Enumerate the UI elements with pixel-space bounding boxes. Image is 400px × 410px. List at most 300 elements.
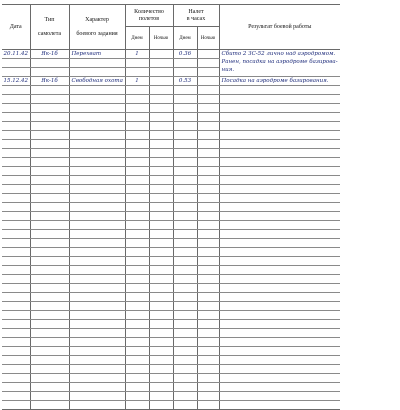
cell-blank: [125, 329, 149, 338]
cell-blank: [173, 149, 197, 158]
cell-blank: [30, 176, 69, 185]
header-time-day: Днем: [173, 27, 197, 50]
cell-blank: [197, 185, 219, 194]
cell-blank: [125, 104, 149, 113]
cell-blank: [125, 176, 149, 185]
cell-blank: [219, 113, 340, 122]
cell-blank: [69, 194, 125, 203]
cell-blank: [197, 212, 219, 221]
cell-blank: [149, 113, 173, 122]
cell-blank: [219, 176, 340, 185]
cell-blank: [173, 257, 197, 266]
cell-blank: [173, 383, 197, 392]
cell-blank: [69, 257, 125, 266]
cell-blank: [125, 392, 149, 401]
header-flight-time-line1: Налет: [188, 8, 204, 15]
cell-blank: [125, 320, 149, 329]
cell-blank: [219, 257, 340, 266]
cell-blank: [30, 122, 69, 131]
cell-blank: [2, 104, 30, 113]
cell-blank: [2, 203, 30, 212]
table-row-blank: [2, 275, 340, 284]
table-row-blank: [2, 257, 340, 266]
cell-blank: [69, 122, 125, 131]
cell-blank: [69, 230, 125, 239]
cell-blank: [125, 383, 149, 392]
cell-blank: [69, 284, 125, 293]
cell-blank: [125, 167, 149, 176]
cell-blank: [2, 293, 30, 302]
cell-blank: [149, 392, 173, 401]
cell-blank: [69, 131, 125, 140]
cell-blank: [173, 293, 197, 302]
cell-blank: [69, 329, 125, 338]
table-row-blank: [2, 392, 340, 401]
cell-blank: [149, 329, 173, 338]
cell-blank: [30, 365, 69, 374]
cell-blank: [125, 365, 149, 374]
cell-blank: [197, 113, 219, 122]
cell-blank: [197, 257, 219, 266]
cell-blank: [2, 284, 30, 293]
cell-blank: [30, 239, 69, 248]
cell-blank: [173, 212, 197, 221]
cell-blank: [173, 347, 197, 356]
table-row-blank: [2, 140, 340, 149]
cell-blank: [125, 257, 149, 266]
cell-blank: [219, 230, 340, 239]
cell-blank: [69, 383, 125, 392]
cell-blank: [30, 284, 69, 293]
cell-blank: [219, 266, 340, 275]
header-sorties-count-line1: Количество: [134, 8, 164, 15]
cell-blank: [125, 302, 149, 311]
cell-blank: [219, 86, 340, 95]
cell-blank: [69, 302, 125, 311]
cell-aircraft-type: Як-1б: [30, 77, 69, 86]
table-row-blank: [2, 185, 340, 194]
cell-blank: [219, 356, 340, 365]
cell-blank: [69, 167, 125, 176]
cell-blank: [149, 320, 173, 329]
cell-blank: [173, 329, 197, 338]
cell-blank: [30, 329, 69, 338]
cell-blank: [125, 239, 149, 248]
cell-blank: [2, 275, 30, 284]
cell-blank: [173, 104, 197, 113]
header-flight-time: [173, 5, 219, 27]
cell-blank: [30, 59, 69, 68]
table-body: [2, 50, 340, 410]
cell-date: 15.12.42: [3, 78, 28, 84]
cell-blank: [219, 239, 340, 248]
cell-blank: [149, 104, 173, 113]
cell-blank: [173, 203, 197, 212]
cell-blank: [219, 311, 340, 320]
cell-blank: [173, 140, 197, 149]
cell-blank: [219, 140, 340, 149]
cell-blank: [197, 383, 219, 392]
cell-blank: [30, 140, 69, 149]
cell-blank: [173, 320, 197, 329]
cell-blank: [125, 338, 149, 347]
cell-blank: [30, 248, 69, 257]
cell-blank: [2, 68, 30, 77]
cell-blank: [69, 392, 125, 401]
combat-log-table: [2, 4, 340, 410]
cell-blank: [149, 185, 173, 194]
table-row-blank: [2, 374, 340, 383]
header-aircraft-type-line1: Тип: [44, 16, 55, 23]
cell-blank: [173, 338, 197, 347]
cell-blank: [173, 302, 197, 311]
cell-blank: [2, 401, 30, 410]
header-mission-line2: боевого задания: [76, 30, 118, 37]
cell-blank: [125, 140, 149, 149]
cell-blank: [219, 158, 340, 167]
cell-blank: [149, 122, 173, 131]
cell-blank: [149, 374, 173, 383]
cell-blank: [197, 158, 219, 167]
cell-blank: [197, 266, 219, 275]
cell-result-line2: Ранен, посадка на аэродроме базирова-: [221, 59, 338, 65]
cell-result-line3: ния.: [221, 67, 235, 73]
cell-blank: [69, 275, 125, 284]
cell-blank: [2, 257, 30, 266]
cell-blank: [149, 158, 173, 167]
cell-blank: [125, 248, 149, 257]
cell-blank: [30, 86, 69, 95]
table-row-blank: [2, 176, 340, 185]
cell-time-day: 0.36: [173, 50, 197, 59]
cell-blank: [219, 338, 340, 347]
cell-blank: [125, 374, 149, 383]
cell-blank: [2, 365, 30, 374]
cell-blank: [125, 95, 149, 104]
header-time-night: Ночью: [197, 27, 219, 50]
cell-blank: [149, 275, 173, 284]
table-row-blank: [2, 329, 340, 338]
cell-sorties-night: [149, 50, 173, 59]
cell-blank: [219, 293, 340, 302]
cell-blank: [30, 212, 69, 221]
cell-blank: [2, 113, 30, 122]
cell-blank: [197, 284, 219, 293]
cell-blank: [69, 221, 125, 230]
cell-time-day: 0.53: [173, 77, 197, 86]
table-row-blank: [2, 167, 340, 176]
cell-blank: [2, 374, 30, 383]
cell-blank: [69, 365, 125, 374]
cell-blank: [173, 176, 197, 185]
cell-blank: [69, 293, 125, 302]
cell-blank: [2, 185, 30, 194]
cell-blank: [173, 266, 197, 275]
cell-mission: Свободная охота: [69, 77, 125, 86]
cell-blank: [69, 374, 125, 383]
cell-aircraft-type: Як-1б: [30, 50, 69, 59]
cell-blank: [2, 140, 30, 149]
cell-blank: [30, 185, 69, 194]
cell-mission: Перехват: [69, 50, 125, 59]
cell-blank: [173, 230, 197, 239]
table-row-blank: [2, 95, 340, 104]
cell-blank: [197, 392, 219, 401]
cell-blank: [219, 392, 340, 401]
cell-blank: [2, 86, 30, 95]
cell-blank: [149, 383, 173, 392]
cell-blank: [30, 113, 69, 122]
cell-blank: [69, 212, 125, 221]
cell-blank: [30, 203, 69, 212]
cell-blank: [30, 149, 69, 158]
cell-blank: [149, 59, 173, 68]
cell-blank: [2, 266, 30, 275]
cell-blank: [30, 257, 69, 266]
cell-blank: [149, 338, 173, 347]
cell-blank: [219, 347, 340, 356]
table-row-blank: [2, 230, 340, 239]
cell-blank: [173, 311, 197, 320]
cell-blank: [30, 302, 69, 311]
cell-blank: [69, 176, 125, 185]
cell-blank: [219, 383, 340, 392]
cell-blank: [219, 203, 340, 212]
cell-sorties-day: 1: [125, 77, 149, 86]
cell-blank: [197, 95, 219, 104]
cell-blank: [219, 365, 340, 374]
cell-blank: [197, 248, 219, 257]
cell-blank: [69, 158, 125, 167]
cell-blank: [2, 167, 30, 176]
cell-blank: [2, 176, 30, 185]
cell-blank: [219, 104, 340, 113]
cell-blank: [30, 194, 69, 203]
cell-blank: [219, 212, 340, 221]
cell-blank: [30, 320, 69, 329]
cell-blank: [30, 401, 69, 410]
cell-blank: [149, 95, 173, 104]
cell-result: [219, 50, 340, 77]
cell-blank: [69, 266, 125, 275]
cell-blank: [173, 392, 197, 401]
cell-blank: [197, 239, 219, 248]
cell-blank: [149, 149, 173, 158]
cell-blank: [173, 374, 197, 383]
cell-blank: [30, 266, 69, 275]
cell-blank: [173, 95, 197, 104]
cell-blank: [2, 194, 30, 203]
cell-blank: [197, 338, 219, 347]
cell-blank: [69, 59, 125, 68]
table-row-blank: [2, 194, 340, 203]
cell-blank: [30, 167, 69, 176]
table-row-entry-2: [2, 77, 340, 86]
cell-blank: [30, 383, 69, 392]
table-row-blank: [2, 293, 340, 302]
cell-blank: [197, 230, 219, 239]
table-row-blank: [2, 149, 340, 158]
cell-blank: [125, 284, 149, 293]
cell-blank: [30, 158, 69, 167]
cell-blank: [125, 149, 149, 158]
cell-sorties-day: 1: [125, 50, 149, 59]
cell-blank: [173, 122, 197, 131]
table-row-blank: [2, 320, 340, 329]
cell-blank: [2, 158, 30, 167]
cell-blank: [125, 203, 149, 212]
cell-blank: [69, 68, 125, 77]
table-row-blank: [2, 239, 340, 248]
cell-blank: [149, 302, 173, 311]
cell-blank: [69, 203, 125, 212]
cell-blank: [197, 221, 219, 230]
cell-blank: [69, 311, 125, 320]
cell-blank: [2, 248, 30, 257]
header-sorties-count-line2: полетов: [138, 15, 160, 22]
cell-blank: [125, 158, 149, 167]
cell-blank: [173, 68, 197, 77]
cell-blank: [2, 302, 30, 311]
cell-blank: [69, 239, 125, 248]
cell-blank: [30, 356, 69, 365]
cell-blank: [219, 302, 340, 311]
cell-blank: [2, 230, 30, 239]
cell-blank: [2, 392, 30, 401]
cell-blank: [197, 59, 219, 68]
cell-blank: [125, 293, 149, 302]
cell-blank: [219, 149, 340, 158]
header-aircraft-type: [30, 5, 69, 50]
cell-blank: [2, 122, 30, 131]
cell-blank: [173, 401, 197, 410]
table-header: [2, 5, 340, 50]
cell-blank: [125, 59, 149, 68]
cell-blank: [173, 221, 197, 230]
cell-blank: [149, 293, 173, 302]
cell-blank: [125, 113, 149, 122]
cell-blank: [173, 248, 197, 257]
cell-blank: [69, 347, 125, 356]
cell-blank: [197, 401, 219, 410]
cell-blank: [30, 374, 69, 383]
cell-blank: [197, 104, 219, 113]
cell-blank: [219, 320, 340, 329]
cell-blank: [173, 131, 197, 140]
cell-blank: [125, 275, 149, 284]
table-row-blank: [2, 221, 340, 230]
cell-blank: [149, 347, 173, 356]
cell-blank: [149, 131, 173, 140]
cell-blank: [197, 203, 219, 212]
table-row-blank: [2, 302, 340, 311]
cell-blank: [197, 347, 219, 356]
cell-blank: [2, 338, 30, 347]
cell-blank: [149, 212, 173, 221]
cell-blank: [219, 248, 340, 257]
header-aircraft-type-line2: самолета: [37, 30, 62, 37]
cell-blank: [219, 185, 340, 194]
cell-blank: [125, 185, 149, 194]
cell-blank: [69, 320, 125, 329]
cell-blank: [30, 221, 69, 230]
cell-blank: [2, 239, 30, 248]
table-row-blank: [2, 86, 340, 95]
cell-blank: [69, 248, 125, 257]
cell-blank: [219, 275, 340, 284]
table-row-blank: [2, 131, 340, 140]
cell-blank: [125, 356, 149, 365]
cell-blank: [30, 131, 69, 140]
cell-blank: [2, 131, 30, 140]
table-row-blank: [2, 158, 340, 167]
table-row-blank: [2, 104, 340, 113]
table-row-blank: [2, 365, 340, 374]
cell-blank: [197, 356, 219, 365]
cell-blank: [173, 185, 197, 194]
cell-blank: [2, 329, 30, 338]
table-row-blank: [2, 266, 340, 275]
cell-blank: [125, 311, 149, 320]
cell-blank: [173, 158, 197, 167]
cell-blank: [2, 311, 30, 320]
cell-blank: [2, 383, 30, 392]
table-row-blank: [2, 122, 340, 131]
cell-blank: [219, 194, 340, 203]
cell-blank: [197, 194, 219, 203]
cell-date: 20.11.42: [3, 51, 28, 57]
cell-blank: [69, 86, 125, 95]
cell-blank: [125, 347, 149, 356]
cell-result: Посадка на аэродроме базирования.: [219, 77, 340, 86]
cell-blank: [69, 104, 125, 113]
cell-blank: [125, 131, 149, 140]
cell-blank: [30, 338, 69, 347]
cell-blank: [30, 104, 69, 113]
cell-blank: [197, 167, 219, 176]
cell-blank: [173, 194, 197, 203]
header-mission: [69, 5, 125, 50]
cell-blank: [173, 356, 197, 365]
cell-blank: [30, 68, 69, 77]
cell-time-night: [197, 77, 219, 86]
cell-blank: [197, 86, 219, 95]
cell-blank: [30, 347, 69, 356]
cell-blank: [219, 221, 340, 230]
cell-blank: [125, 68, 149, 77]
table-row-blank: [2, 284, 340, 293]
cell-blank: [125, 401, 149, 410]
cell-blank: [219, 284, 340, 293]
table-row-blank: [2, 248, 340, 257]
table-row-blank: [2, 401, 340, 410]
cell-blank: [197, 131, 219, 140]
cell-blank: [125, 194, 149, 203]
cell-blank: [197, 68, 219, 77]
cell-blank: [30, 293, 69, 302]
table-row-blank: [2, 212, 340, 221]
cell-blank: [149, 176, 173, 185]
cell-blank: [219, 401, 340, 410]
table-row-blank: [2, 203, 340, 212]
table-row-blank: [2, 383, 340, 392]
cell-blank: [219, 329, 340, 338]
cell-blank: [173, 59, 197, 68]
cell-blank: [173, 167, 197, 176]
cell-blank: [173, 284, 197, 293]
cell-blank: [125, 230, 149, 239]
cell-blank: [69, 185, 125, 194]
